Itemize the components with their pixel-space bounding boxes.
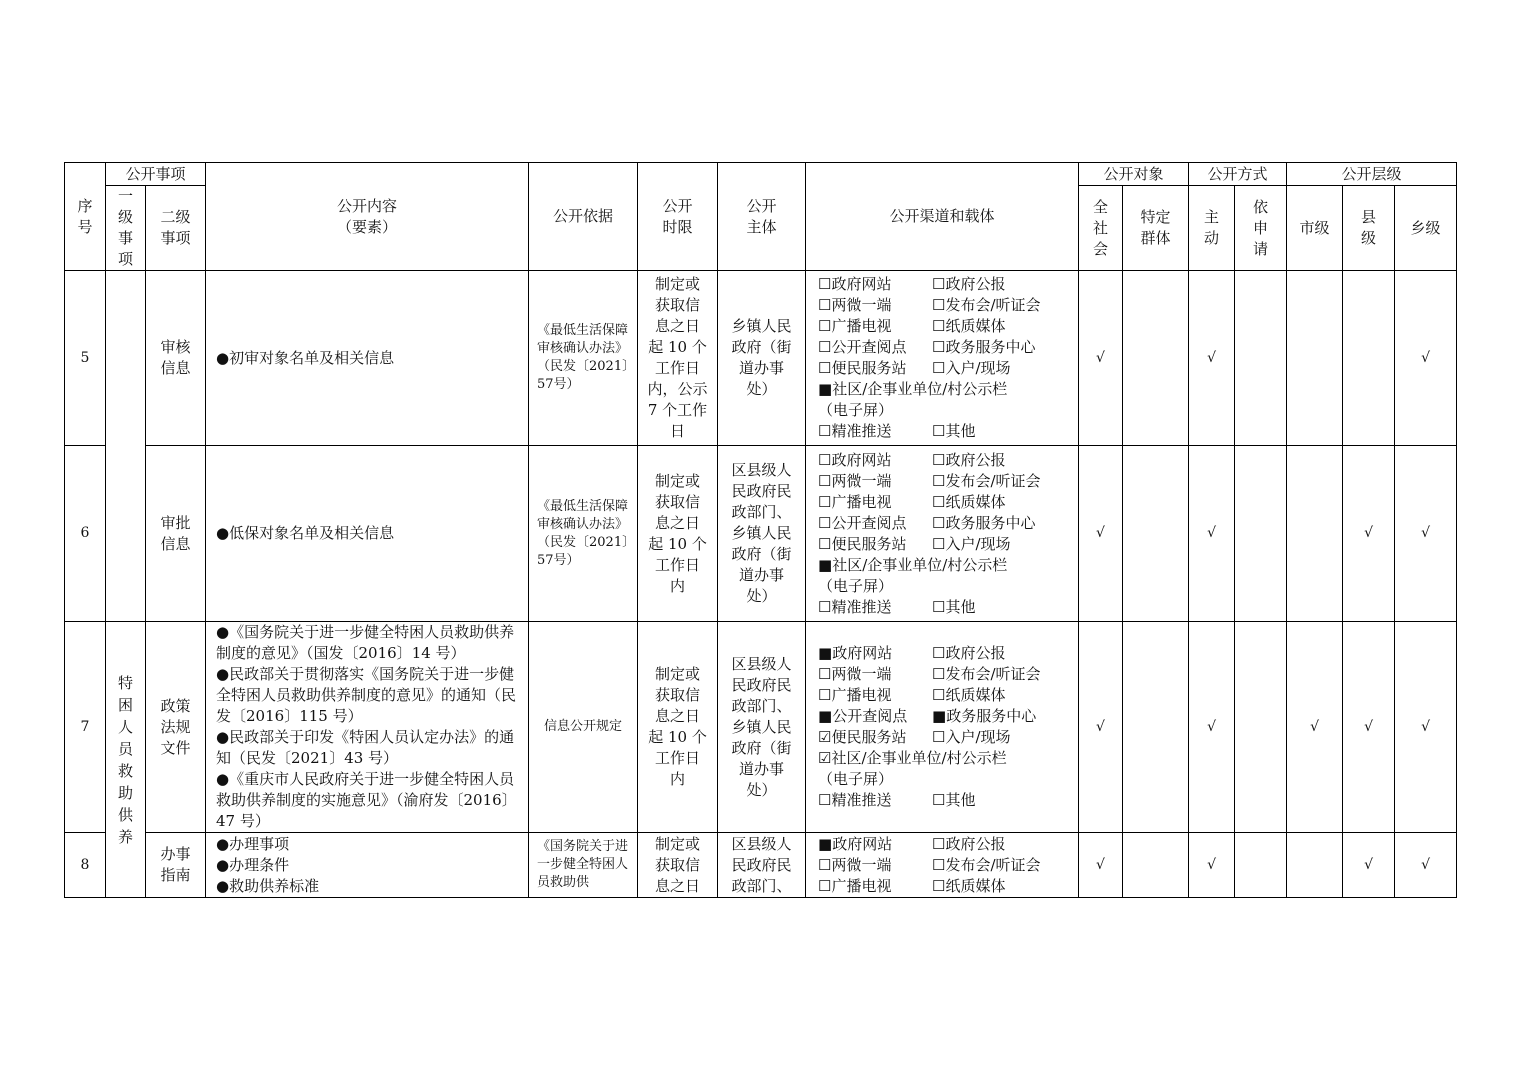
header-seq: 序 号: [65, 163, 106, 271]
row-basis: 《最低生活保障审核确认办法》（民发〔2021〕57号）: [529, 271, 638, 446]
mark-all: √: [1079, 622, 1123, 833]
channel-option: ☐入户/现场: [932, 359, 1011, 377]
content-item: ●低保对象名单及相关信息: [216, 524, 395, 542]
channel-option: ☐公开查阅点: [818, 338, 907, 356]
channel-option: ☐发布会/听证会: [932, 296, 1041, 314]
mark-town: √: [1395, 271, 1457, 446]
mark-town: √: [1395, 622, 1457, 833]
row-level2: 政策 法规 文件: [146, 622, 206, 833]
header-subject: 公开 主体: [718, 163, 806, 271]
channel-option: ☐纸质媒体: [932, 317, 1006, 335]
table-row: [65, 833, 1457, 898]
channel-option: ☐精准推送: [818, 597, 892, 616]
table-row: [65, 271, 1457, 446]
channel-option: ■政府网站: [818, 644, 893, 662]
channel-option: （电子屏）: [818, 770, 894, 788]
row-channels: [806, 271, 1079, 446]
header-channels: 公开渠道和载体: [806, 163, 1079, 271]
channel-option: ☑社区/企事业单位/村公示栏: [818, 749, 1007, 767]
channel-option: ☑便民服务站: [818, 728, 907, 746]
header-level-county: 县 级: [1343, 186, 1395, 271]
row-deadline: 制定或 获取信 息之日 起 10 个 工作日 内: [638, 446, 718, 622]
row-level2: 审核 信息: [146, 271, 206, 446]
header-content: 公开内容 （要素）: [206, 163, 529, 271]
header-basis: 公开依据: [529, 163, 638, 271]
channel-option: ☐政府网站: [818, 450, 892, 469]
channel-option: ☐纸质媒体: [932, 492, 1006, 511]
channel-option: ☐两微一端: [818, 855, 892, 874]
header-method-request: 依 申 请: [1235, 186, 1287, 271]
mark-active: √: [1189, 271, 1235, 446]
header-deadline: 公开 时限: [638, 163, 718, 271]
channel-option: ☐政府公报: [932, 644, 1006, 662]
row-content: [206, 446, 529, 622]
mark-active: √: [1189, 833, 1235, 898]
channel-option: ☐公开查阅点: [818, 513, 907, 532]
channel-option: ☐其他: [932, 597, 976, 616]
row-seq: 6: [65, 446, 106, 622]
channel-option: ☐政务服务中心: [932, 338, 1036, 356]
channel-option: ☐精准推送: [818, 791, 892, 809]
mark-city: [1287, 271, 1343, 446]
content-item: ●民政部关于印发《特困人员认定办法》的通知（民发〔2021〕43 号）: [216, 728, 515, 767]
channel-option: ☐政务服务中心: [932, 513, 1036, 532]
row-channels: [806, 622, 1079, 833]
mark-city: √: [1287, 622, 1343, 833]
mark-request: [1235, 622, 1287, 833]
content-item: ●《重庆市人民政府关于进一步健全特困人员救助供养制度的实施意见》（渝府发〔2016〕47 号）: [216, 770, 517, 830]
row-channels: [806, 833, 1079, 898]
disclosure-table: [64, 162, 1457, 898]
header-method-active: 主 动: [1189, 186, 1235, 271]
mark-request: [1235, 833, 1287, 898]
channel-option: ☐发布会/听证会: [932, 855, 1041, 874]
mark-specific: [1123, 833, 1189, 898]
channel-option: ☐精准推送: [818, 422, 892, 440]
header-target-specific: 特定 群体: [1123, 186, 1189, 271]
row-subject: 区县级人 民政府民 政部门、: [718, 833, 806, 898]
content-item: ●初审对象名单及相关信息: [216, 348, 395, 367]
header-level2: 二级 事项: [146, 186, 206, 271]
header-method-group: 公开方式: [1189, 163, 1287, 186]
channel-option: ☐两微一端: [818, 471, 892, 490]
channel-option: ☐政府公报: [932, 275, 1006, 293]
header-level-town: 乡级: [1395, 186, 1457, 271]
content-item: ●《国务院关于进一步健全特困人员救助供养制度的意见》（国发〔2016〕14 号）: [216, 623, 515, 662]
row-content: [206, 622, 529, 833]
channel-option: ■社区/企事业单位/村公示栏: [818, 380, 1008, 398]
row-level1: 特 困 人 员 救 助 供 养: [106, 622, 146, 898]
header-level-group: 公开层级: [1287, 163, 1457, 186]
row-seq: 5: [65, 271, 106, 446]
channel-option: ☐广播电视: [818, 876, 892, 895]
channel-option: ☐发布会/听证会: [932, 665, 1041, 683]
header-level1: 一 级 事 项: [106, 186, 146, 271]
row-subject: 区县级人 民政府民 政部门、 乡镇人民 政府（街 道办事 处）: [718, 446, 806, 622]
table-row: [65, 622, 1457, 833]
mark-county: √: [1343, 833, 1395, 898]
header-target-all: 全 社 会: [1079, 186, 1123, 271]
channel-option: ☐纸质媒体: [932, 876, 1006, 895]
content-item: ●办理事项: [216, 834, 290, 853]
mark-specific: [1123, 622, 1189, 833]
row-level1-empty: [106, 271, 146, 622]
mark-county: [1343, 271, 1395, 446]
channel-option: ☐其他: [932, 422, 976, 440]
header-item-group: 公开事项: [106, 163, 206, 186]
row-content: [206, 271, 529, 446]
channel-option: ☐政府公报: [932, 450, 1006, 469]
mark-all: √: [1079, 446, 1123, 622]
channel-option: ☐纸质媒体: [932, 686, 1006, 704]
row-subject: 乡镇人民 政府（街 道办事 处）: [718, 271, 806, 446]
mark-specific: [1123, 271, 1189, 446]
row-basis: 《国务院关于进一步健全特困人员救助供: [529, 833, 638, 898]
mark-request: [1235, 446, 1287, 622]
row-seq: 8: [65, 833, 106, 898]
header-level-city: 市级: [1287, 186, 1343, 271]
channel-option: ☐发布会/听证会: [932, 471, 1041, 490]
row-seq: 7: [65, 622, 106, 833]
mark-active: √: [1189, 446, 1235, 622]
row-basis: 信息公开规定: [529, 622, 638, 833]
mark-request: [1235, 271, 1287, 446]
channel-option: ☐政府公报: [932, 834, 1006, 853]
table-row: [65, 446, 1457, 622]
row-subject: 区县级人 民政府民 政部门、 乡镇人民 政府（街 道办事 处）: [718, 622, 806, 833]
row-deadline: 制定或 获取信 息之日 起 10 个 工作日 内: [638, 622, 718, 833]
channel-option: ☐政府网站: [818, 275, 892, 293]
row-deadline: 制定或 获取信 息之日: [638, 833, 718, 898]
row-level2: 审批 信息: [146, 446, 206, 622]
mark-town: √: [1395, 833, 1457, 898]
mark-county: √: [1343, 446, 1395, 622]
channel-option: ■政府网站: [818, 834, 893, 853]
content-item: ●办理条件: [216, 855, 290, 874]
channel-option: ☐入户/现场: [932, 728, 1011, 746]
content-item: ●民政部关于贯彻落实《国务院关于进一步健全特困人员救助供养制度的意见》的通知（民发〔2016〕115 号）: [216, 665, 517, 725]
channel-option: ☐广播电视: [818, 492, 892, 511]
mark-city: [1287, 833, 1343, 898]
row-level2: 办事 指南: [146, 833, 206, 898]
channel-option: ☐广播电视: [818, 686, 892, 704]
channel-option: （电子屏）: [818, 576, 894, 595]
channel-option: ☐两微一端: [818, 296, 892, 314]
mark-all: √: [1079, 833, 1123, 898]
channel-option: ■政务服务中心: [932, 707, 1037, 725]
channel-option: ☐入户/现场: [932, 534, 1011, 553]
mark-county: √: [1343, 622, 1395, 833]
channel-option: ☐两微一端: [818, 665, 892, 683]
mark-active: √: [1189, 622, 1235, 833]
channel-option: （电子屏）: [818, 401, 894, 419]
row-channels: [806, 446, 1079, 622]
mark-city: [1287, 446, 1343, 622]
mark-all: √: [1079, 271, 1123, 446]
row-deadline: 制定或 获取信 息之日 起 10 个 工作日 内，公示 7 个工作 日: [638, 271, 718, 446]
content-item: ●救助供养标准: [216, 876, 320, 895]
row-basis: 《最低生活保障审核确认办法》（民发〔2021〕57号）: [529, 446, 638, 622]
row-content: [206, 833, 529, 898]
channel-option: ☐便民服务站: [818, 359, 907, 377]
channel-option: ☐广播电视: [818, 317, 892, 335]
mark-town: √: [1395, 446, 1457, 622]
channel-option: ☐便民服务站: [818, 534, 907, 553]
header-target-group: 公开对象: [1079, 163, 1189, 186]
mark-specific: [1123, 446, 1189, 622]
channel-option: ■公开查阅点: [818, 707, 908, 725]
channel-option: ■社区/企事业单位/村公示栏: [818, 555, 1008, 574]
channel-option: ☐其他: [932, 791, 976, 809]
